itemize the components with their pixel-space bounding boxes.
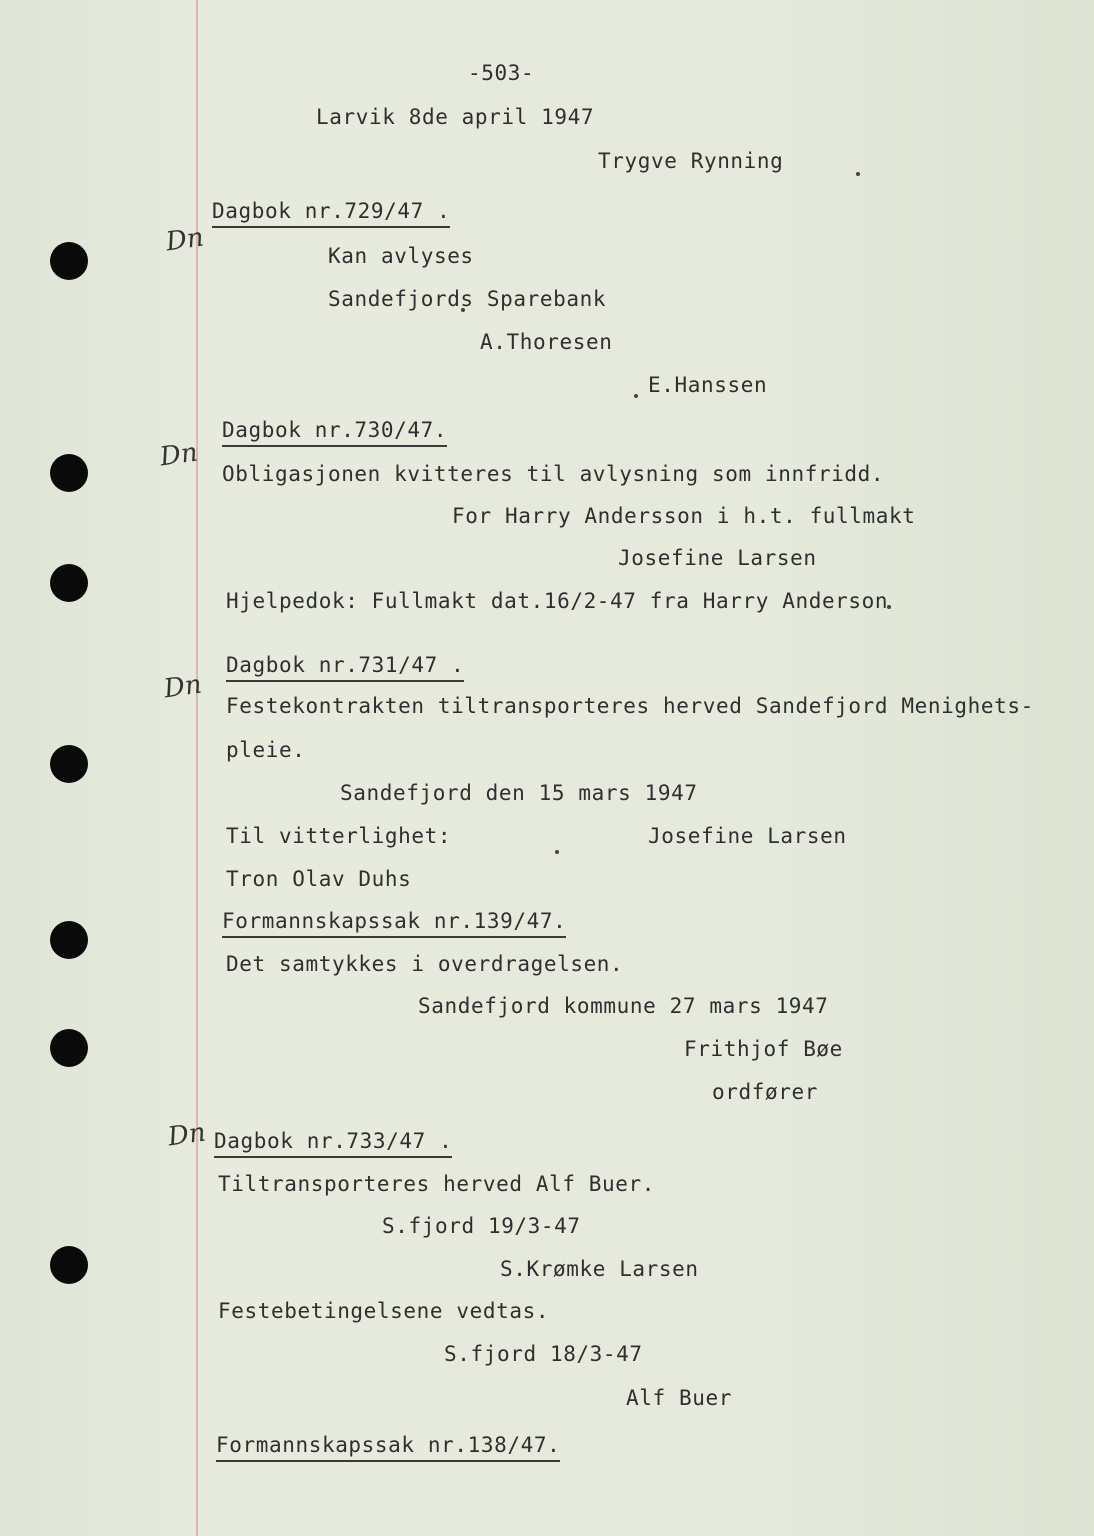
entry-line: Alf Buer <box>626 1386 732 1410</box>
entry-line: Josefine Larsen <box>648 824 847 848</box>
entry-line: Sandefjord kommune 27 mars 1947 <box>418 994 829 1018</box>
punch-hole <box>50 454 88 492</box>
punch-hole <box>50 1029 88 1067</box>
punch-hole <box>50 1246 88 1284</box>
entry-line: S.fjord 18/3-47 <box>444 1342 643 1366</box>
entry-title: Dagbok nr.730/47. <box>222 417 447 447</box>
entry-line: Til vitterlighet: <box>226 824 452 848</box>
entry-line: Josefine Larsen <box>618 546 817 570</box>
entry-line: Det samtykkes i overdragelsen. <box>226 952 624 976</box>
entry-line: Obligasjonen kvitteres til avlysning som innfridd. <box>222 462 885 486</box>
entry-line: E.Hanssen <box>648 373 768 397</box>
entry-line: ordfører <box>712 1080 818 1104</box>
handwritten-initials: Dn <box>162 669 204 705</box>
entry-line: pleie. <box>226 738 306 762</box>
punch-hole <box>50 921 88 959</box>
entry-line: A.Thoresen <box>480 330 613 354</box>
entry-title: Formannskapssak nr.139/47. <box>222 908 566 938</box>
entry-line: Festebetingelsene vedtas. <box>218 1299 550 1323</box>
entry-line: Sandefjord den 15 mars 1947 <box>340 781 698 805</box>
entry-line: Tron Olav Duhs <box>226 867 412 891</box>
entry-title: Dagbok nr.729/47 . <box>212 198 450 228</box>
entry-title: Formannskapssak nr.138/47. <box>216 1432 560 1462</box>
handwritten-initials: Dn <box>158 437 200 473</box>
entry-line: For Harry Andersson i h.t. fullmakt <box>452 504 916 528</box>
entry-line: Frithjof Bøe <box>684 1037 843 1061</box>
entry-line: Tiltransporteres herved Alf Buer. <box>218 1172 656 1196</box>
header-place-date: Larvik 8de april 1947 <box>316 105 595 129</box>
punch-hole <box>50 242 88 280</box>
ink-speck <box>634 394 638 398</box>
entry-line: Sandefjords Sparebank <box>328 287 607 311</box>
entry-title: Dagbok nr.733/47 . <box>214 1128 452 1158</box>
ink-speck <box>555 850 559 854</box>
punch-hole <box>50 745 88 783</box>
header-signature: Trygve Rynning <box>598 149 784 173</box>
entry-line: S.fjord 19/3-47 <box>382 1214 581 1238</box>
page-number: -503- <box>468 61 535 85</box>
handwritten-initials: Dn <box>166 1117 208 1153</box>
entry-line: Festekontrakten tiltransporteres herved Sandefjord Menighets- <box>226 694 1034 718</box>
entry-line: Hjelpedok: Fullmakt dat.16/2-47 fra Harry Anderson <box>226 589 889 613</box>
entry-line: S.Krømke Larsen <box>500 1257 699 1281</box>
punch-hole <box>50 564 88 602</box>
entry-title: Dagbok nr.731/47 . <box>226 652 464 682</box>
entry-line: Kan avlyses <box>328 244 474 268</box>
handwritten-initials: Dn <box>164 222 206 258</box>
ink-speck <box>856 172 860 176</box>
